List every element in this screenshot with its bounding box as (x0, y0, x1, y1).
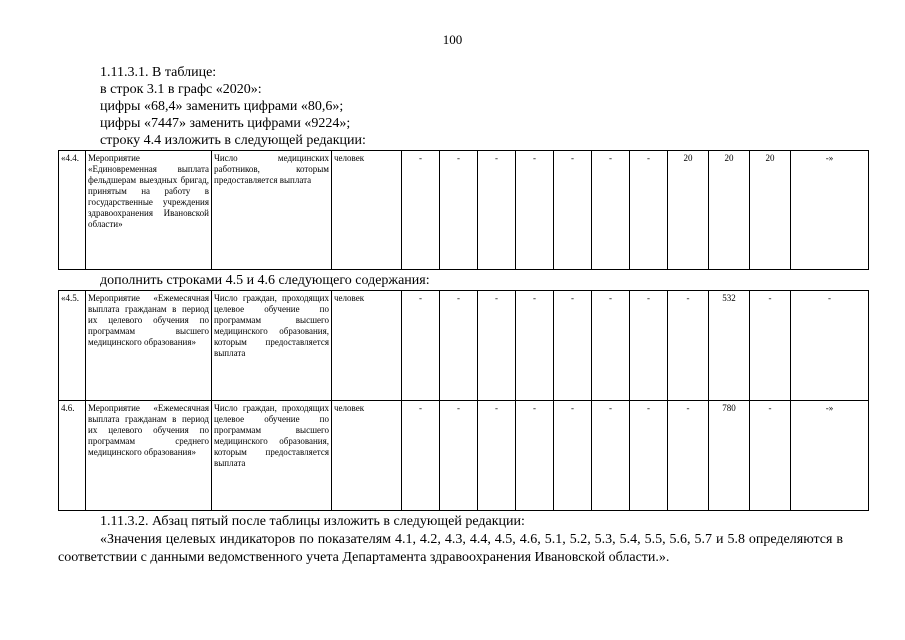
value-cell: 20 (750, 151, 791, 270)
value-cell: - (440, 151, 478, 270)
value-cell: -» (791, 401, 869, 511)
unit-cell: человек (332, 401, 402, 511)
intro-line-3: цифры «68,4» заменить цифрами «80,6»; (100, 99, 344, 114)
value-cell: - (592, 401, 630, 511)
table-row-4-4 (58, 150, 869, 270)
intro-line-2: в строк 3.1 в графс «2020»: (100, 82, 262, 97)
middle-text: дополнить строками 4.5 и 4.6 следующего содержания: (100, 273, 430, 288)
page-number: 100 (442, 32, 463, 47)
value-cell: - (516, 151, 554, 270)
outro-heading: 1.11.3.2. Абзац пятый после таблицы изложить в следующей редакции: (100, 514, 525, 529)
intro-line-5: строку 4.4 изложить в следующей редакции: (100, 133, 366, 148)
event-cell: Мероприятие «Единовременная выплата фельдшерам выездных бригад, принятым на работу в государственные учреждения здравоохранения Ивановской области» (86, 151, 212, 270)
table-row (59, 401, 869, 511)
intro-line-4: цифры «7447» заменить цифрами «9224»; (100, 116, 351, 131)
value-cell: - (554, 401, 592, 511)
value-cell: - (402, 151, 440, 270)
value-cell: 780 (709, 401, 750, 511)
value-cell: - (668, 291, 709, 401)
event-cell: Мероприятие «Ежемесячная выплата гражданам в период их целевого обучения по программам среднего медицинского образования» (86, 401, 212, 511)
value-cell: - (478, 291, 516, 401)
value-cell: - (440, 291, 478, 401)
value-cell: - (630, 151, 668, 270)
value-cell: 532 (709, 291, 750, 401)
value-cell: - (668, 401, 709, 511)
indicator-cell: Число граждан, проходящих целевое обучение по программам высшего медицинского образования, которым предоставляется выплата (212, 401, 332, 511)
value-cell: - (630, 401, 668, 511)
value-cell: - (750, 291, 791, 401)
value-cell: - (791, 291, 869, 401)
value-cell: - (592, 291, 630, 401)
value-cell: 20 (668, 151, 709, 270)
indicator-cell: Число медицинских работников, которым предоставляется выплата (212, 151, 332, 270)
indicator-cell: Число граждан, проходящих целевое обучение по программам высшего медицинского образования, которым предоставляется выплата (212, 291, 332, 401)
table-row (59, 151, 869, 270)
value-cell: -» (791, 151, 869, 270)
event-cell: Мероприятие «Ежемесячная выплата гражданам в период их целевого обучения по программам высшего медицинского образования» (86, 291, 212, 401)
value-cell: - (402, 291, 440, 401)
table-rows-4-5-4-6 (58, 290, 869, 511)
unit-cell: человек (332, 151, 402, 270)
value-cell: - (554, 291, 592, 401)
value-cell: 20 (709, 151, 750, 270)
value-cell: - (516, 291, 554, 401)
value-cell: - (478, 151, 516, 270)
value-cell: - (592, 151, 630, 270)
unit-cell: человек (332, 291, 402, 401)
outro-text: «Значения целевых индикаторов по показателям 4.1, 4.2, 4.3, 4.4, 4.5, 4.6, 5.1, 5.2, 5.3, 5.4, 5.5, 5.6, 5.7 и 5.8 определяются в соответствии с данными ведомственного учета Департамента здравоохранения Ивановской области.». (58, 532, 843, 565)
table-row (59, 291, 869, 401)
value-cell: - (440, 401, 478, 511)
value-cell: - (516, 401, 554, 511)
value-cell: - (630, 291, 668, 401)
value-cell: - (402, 401, 440, 511)
value-cell: - (478, 401, 516, 511)
value-cell: - (554, 151, 592, 270)
value-cell: - (750, 401, 791, 511)
row-number: «4.4. (59, 151, 86, 270)
intro-line-1: 1.11.3.1. В таблице: (100, 65, 217, 80)
row-number: 4.6. (59, 401, 86, 511)
row-number: «4.5. (59, 291, 86, 401)
